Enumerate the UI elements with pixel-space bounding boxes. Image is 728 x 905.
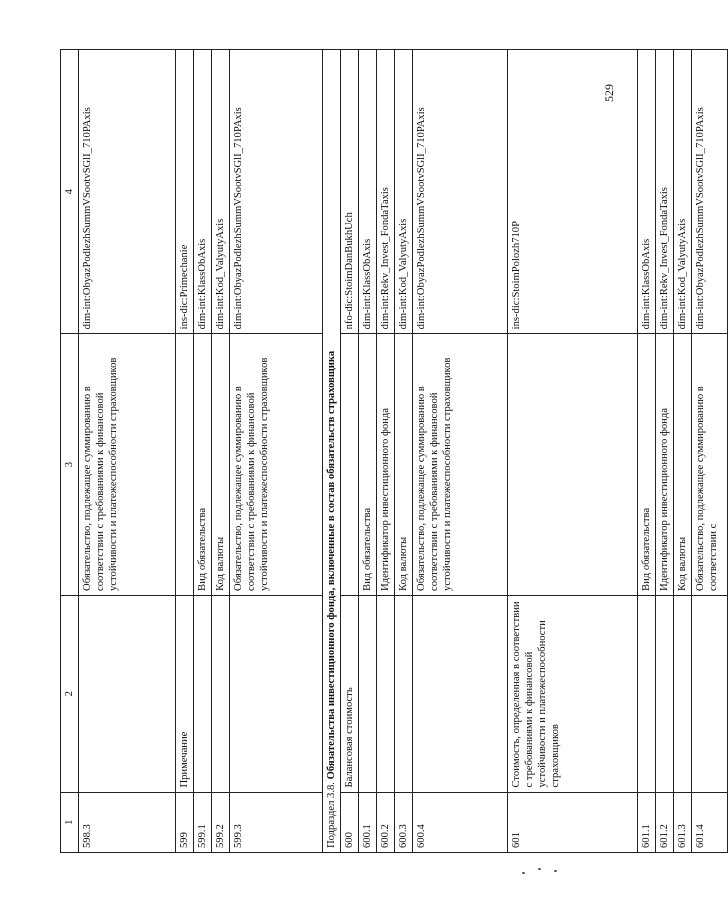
table-cell-c2 (212, 595, 230, 792)
table-cell-c2: Примечание (176, 595, 194, 792)
table-cell-c3 (508, 334, 638, 596)
table-row (176, 50, 194, 853)
table-row (692, 50, 728, 853)
table-cell-c4: dim-int:ObyazPodlezhSummVSootvSGlI_710PAxis (79, 50, 176, 334)
table-cell-c2 (692, 595, 728, 792)
table-cell-c3: Обязательство, подлежащее суммированию в соответствии с требованиями к финансовой устойчивости и платежеспособности страховщиков (413, 334, 508, 596)
table-cell-c3: Вид обязательства (194, 334, 212, 596)
page-number: 529 (602, 84, 616, 102)
table-cell-c3: Код валюты (212, 334, 230, 596)
scan-dot (522, 872, 525, 874)
table-cell-c2 (656, 595, 674, 792)
data-table (60, 49, 728, 853)
table-cell-c1: 601.3 (674, 792, 692, 852)
table-cell-c4: dim-int:Kod_ValyutyAxis (674, 50, 692, 334)
table-cell-c4: dim-int:Rekv_Invest_FondaTaxis (656, 50, 674, 334)
header-row (61, 50, 79, 853)
table-cell-c3: Вид обязательства (359, 334, 377, 596)
table-row (341, 50, 359, 853)
table-row (508, 50, 638, 853)
table-cell-c1: 599.2 (212, 792, 230, 852)
section-heading (323, 50, 341, 853)
scan-dot (538, 868, 541, 870)
table-cell-c3: Обязательство, подлежащее суммированию в соответствии с (692, 334, 728, 596)
table-cell-c4: nfo-dic:StoimDanBukhUch (341, 50, 359, 334)
table-cell-c2 (413, 595, 508, 792)
table-cell-c1: 598.3 (79, 792, 176, 852)
table-cell-c2 (79, 595, 176, 792)
table-cell-c4: dim-int:KlassObAxis (638, 50, 656, 334)
scan-dot (554, 870, 557, 872)
table-row (377, 50, 395, 853)
table-row (395, 50, 413, 853)
table-cell-c1: 600.2 (377, 792, 395, 852)
table-cell-c4: ins-dic:Primechanie (176, 50, 194, 334)
table-cell-c3 (341, 334, 359, 596)
table-cell-c1: 601 (508, 792, 638, 852)
table-cell-c3: Идентификатор инвестиционного фонда (656, 334, 674, 596)
section-row (323, 50, 341, 853)
table-cell-c2 (359, 595, 377, 792)
header-cell: 4 (61, 50, 79, 334)
table-cell-c4: dim-int:ObyazPodlezhSummVSootvSGlI_710PAxis (230, 50, 323, 334)
table-row (230, 50, 323, 853)
table-row (638, 50, 656, 853)
table-cell-c3: Вид обязательства (638, 334, 656, 596)
table-row (359, 50, 377, 853)
table-cell-c1: 601.4 (692, 792, 728, 852)
table-cell-c3: Идентификатор инвестиционного фонда (377, 334, 395, 596)
table-row (674, 50, 692, 853)
table-row (79, 50, 176, 853)
table-cell-c1: 600.3 (395, 792, 413, 852)
table-cell-c3 (176, 334, 194, 596)
table-cell-c2 (377, 595, 395, 792)
table-cell-c2 (230, 595, 323, 792)
table-cell-c2 (194, 595, 212, 792)
table-cell-c2: Стоимость, определенная в соответствии с требованиями к финансовой устойчивости и платежеспособности страховщиков (508, 595, 638, 792)
table-cell-c4: dim-int:ObyazPodlezhSummVSootvSGlI_710PAxis (413, 50, 508, 334)
table-cell-c4: dim-int:Kod_ValyutyAxis (212, 50, 230, 334)
table-cell-c2: Балансовая стоимость (341, 595, 359, 792)
table-row (194, 50, 212, 853)
table-cell-c1: 600.1 (359, 792, 377, 852)
header-cell: 1 (61, 792, 79, 852)
header-cell: 2 (61, 595, 79, 792)
table-cell-c1: 600.4 (413, 792, 508, 852)
table-cell-c1: 599.3 (230, 792, 323, 852)
table-row (656, 50, 674, 853)
table-cell-c2 (674, 595, 692, 792)
table-cell-c2 (395, 595, 413, 792)
table-cell-c3: Обязательство, подлежащее суммированию в соответствии с требованиями к финансовой устойчивости и платежеспособности страховщиков (230, 334, 323, 596)
section-title: Обязательства инвестиционного фонда, включенные в состав обязательств страховщика (326, 350, 337, 780)
table-cell-c4: dim-int:KlassObAxis (359, 50, 377, 334)
header-cell: 3 (61, 334, 79, 596)
table-cell-c4: dim-int:Kod_ValyutyAxis (395, 50, 413, 334)
table-cell-c3: Обязательство, подлежащее суммированию в соответствии с требованиями к финансовой устойчивости и платежеспособности страховщиков (79, 334, 176, 596)
table-cell-c1: 599 (176, 792, 194, 852)
table-cell-c3: Код валюты (395, 334, 413, 596)
table-cell-c1: 600 (341, 792, 359, 852)
table-cell-c4: dim-int:KlassObAxis (194, 50, 212, 334)
table-cell-c4: ins-dic:StoimPolozh710P (508, 50, 638, 334)
table-cell-c2 (638, 595, 656, 792)
table-cell-c4: dim-int:Rekv_Invest_FondaTaxis (377, 50, 395, 334)
section-prefix: Подраздел 3.8. (326, 782, 337, 848)
table-row (413, 50, 508, 853)
table-cell-c4: dim-int:ObyazPodlezhSummVSootvSGlI_710PAxis (692, 50, 728, 334)
table-cell-c1: 599.1 (194, 792, 212, 852)
table-cell-c1: 601.1 (638, 792, 656, 852)
table-row (212, 50, 230, 853)
table-cell-c3: Код валюты (674, 334, 692, 596)
table-cell-c1: 601.2 (656, 792, 674, 852)
